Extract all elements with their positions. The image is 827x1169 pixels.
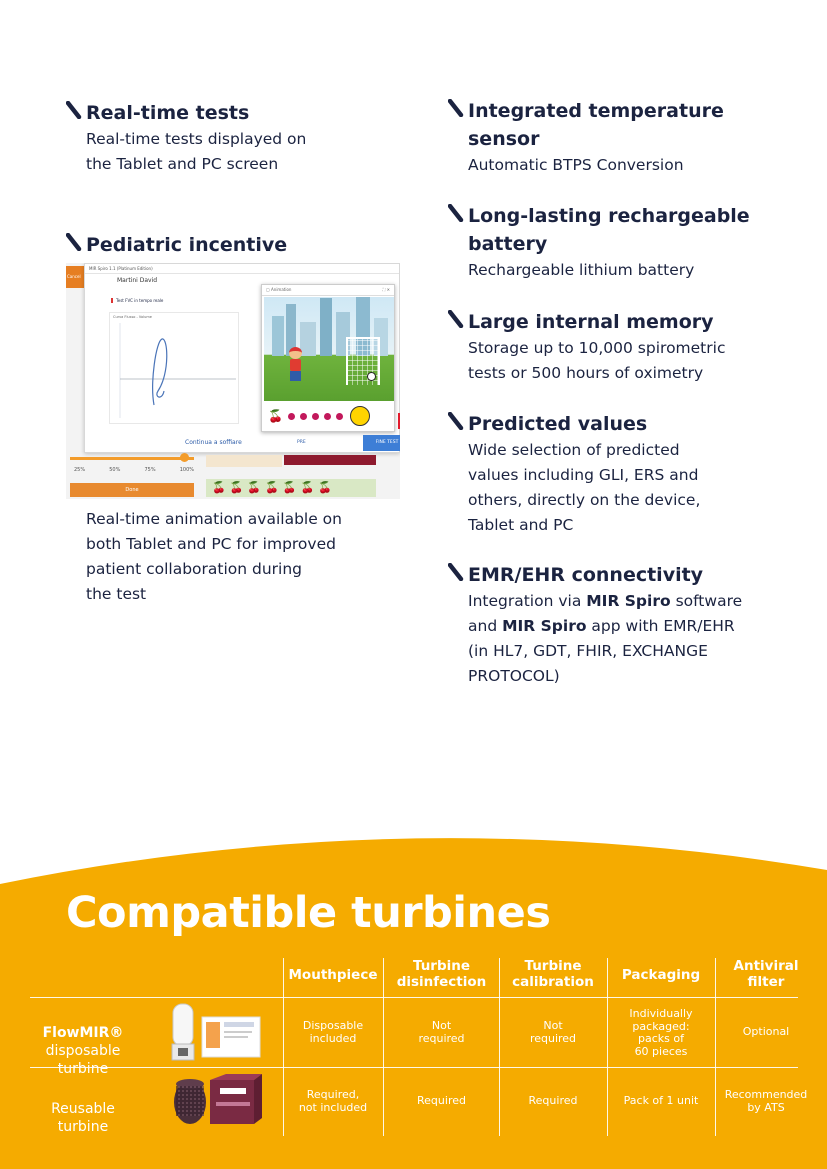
cell-reusable-filter: Recommended by ATS	[724, 1088, 808, 1114]
cell-flowmir-disinfection: Not required	[418, 1019, 465, 1045]
cherry-strip: 🍒🍒🍒🍒🍒🍒🍒	[206, 479, 376, 497]
cell-flowmir-mouthpiece: Disposable included	[302, 1019, 364, 1045]
window-title: MIR Spiro 1.1 (Platinum Edition)	[85, 264, 399, 274]
column-divider	[383, 958, 384, 1136]
feature-text: Real-time tests displayed on the Tablet and PC screen	[86, 130, 307, 173]
pre-label: PRE	[297, 440, 306, 445]
graph-label: Curva Flusso - Volume	[113, 315, 152, 319]
slash-bullet-icon	[66, 99, 86, 121]
soccer-scene	[264, 297, 394, 401]
slash-bullet-icon	[448, 561, 468, 583]
cell-reusable-calibration: Required	[528, 1094, 578, 1107]
feature-pediatric-text	[66, 507, 386, 607]
slash-bullet-icon	[448, 410, 468, 432]
pediatric-incentive-screenshot	[66, 263, 400, 499]
header-turbine-calibration: Turbine calibration	[512, 958, 594, 990]
feature-text: Automatic BTPS Conversion	[468, 156, 684, 174]
feature-battery	[448, 202, 778, 283]
cell-reusable-packaging: Pack of 1 unit	[623, 1094, 699, 1107]
feature-title: EMR/EHR connectivity	[468, 564, 704, 586]
cell-reusable-mouthpiece: Required, not included	[298, 1088, 368, 1114]
table-divider	[30, 997, 798, 998]
header-packaging: Packaging	[621, 967, 701, 983]
column-divider	[499, 958, 500, 1136]
slash-bullet-icon	[66, 231, 86, 253]
feature-memory	[448, 308, 778, 386]
cancel-tab: Cancel	[66, 266, 84, 288]
header-turbine-disinfection: Turbine disinfection	[396, 958, 487, 990]
test-label: Test FVC in tempo reale	[111, 298, 163, 303]
continue-button[interactable]: Continua a soffiare	[185, 439, 242, 446]
feature-title: Integrated temperature sensor	[468, 100, 724, 150]
slider-knob[interactable]	[180, 453, 189, 462]
end-test-button[interactable]: FINE TEST	[363, 435, 400, 451]
slider-ticks: 25% 50% 75% 100%	[74, 467, 194, 473]
feature-title: Pediatric incentive	[86, 234, 288, 256]
patient-name: Martini David	[117, 277, 158, 284]
app-window	[84, 263, 400, 453]
animation-window: ▢ Animation ⛶ ✕ 🍒	[261, 284, 395, 432]
header-mouthpiece: Mouthpiece	[288, 967, 378, 983]
cell-reusable-disinfection: Required	[417, 1094, 466, 1107]
cell-flowmir-filter: Optional	[742, 1025, 790, 1038]
feature-text: Real-time animation available on both Tablet and PC for improved patient collaboration during the test	[86, 510, 342, 603]
row-label-reusable: Reusable turbine	[51, 1101, 115, 1135]
cell-flowmir-packaging: Individually packaged: packs of 60 pieces	[629, 1007, 693, 1058]
reusable-turbine-image	[170, 1074, 262, 1126]
feature-emr-connectivity	[448, 561, 788, 689]
kid-character	[286, 347, 304, 383]
flowmir-product-image	[170, 1002, 262, 1062]
feature-text: Rechargeable lithium battery	[468, 261, 695, 279]
feature-title: Long-lasting rechargeable battery	[468, 205, 750, 255]
feature-temperature-sensor	[448, 97, 768, 178]
feature-title: Real-time tests	[86, 102, 250, 124]
feature-text: Integration via MIR Spiro software and MIR Spiro app with EMR/EHR (in HL7, GDT, FHIR, EXCHANGE PROTOCOL)	[468, 592, 743, 685]
cell-flowmir-calibration: Not required	[529, 1019, 577, 1045]
feature-predicted-values	[448, 410, 778, 538]
slider-track[interactable]	[70, 457, 194, 460]
feature-pediatric-incentive	[66, 231, 386, 259]
slash-bullet-icon	[448, 202, 468, 224]
section-title: Compatible turbines	[66, 888, 551, 938]
feature-real-time-tests	[66, 99, 366, 177]
soccer-ball-icon	[367, 372, 376, 381]
slash-bullet-icon	[448, 308, 468, 330]
cherry-icon: 🍒	[268, 409, 283, 423]
table-divider	[30, 1067, 798, 1068]
flow-volume-graph	[109, 312, 239, 424]
pacman-icon	[350, 406, 370, 426]
row-label-flowmir: FlowMIR® disposable turbine	[42, 1025, 124, 1077]
slash-bullet-icon	[448, 97, 468, 119]
feature-title: Large internal memory	[468, 311, 714, 333]
feature-text: Wide selection of predicted values including GLI, ERS and others, directly on the device, Tablet and PC	[468, 441, 701, 534]
feature-title: Predicted values	[468, 413, 648, 435]
feature-text: Storage up to 10,000 spirometric tests or 500 hours of oximetry	[468, 339, 726, 382]
progress-dots	[264, 405, 394, 427]
done-button[interactable]: Done	[70, 483, 194, 497]
header-antiviral-filter: Antiviral filter	[733, 958, 799, 990]
